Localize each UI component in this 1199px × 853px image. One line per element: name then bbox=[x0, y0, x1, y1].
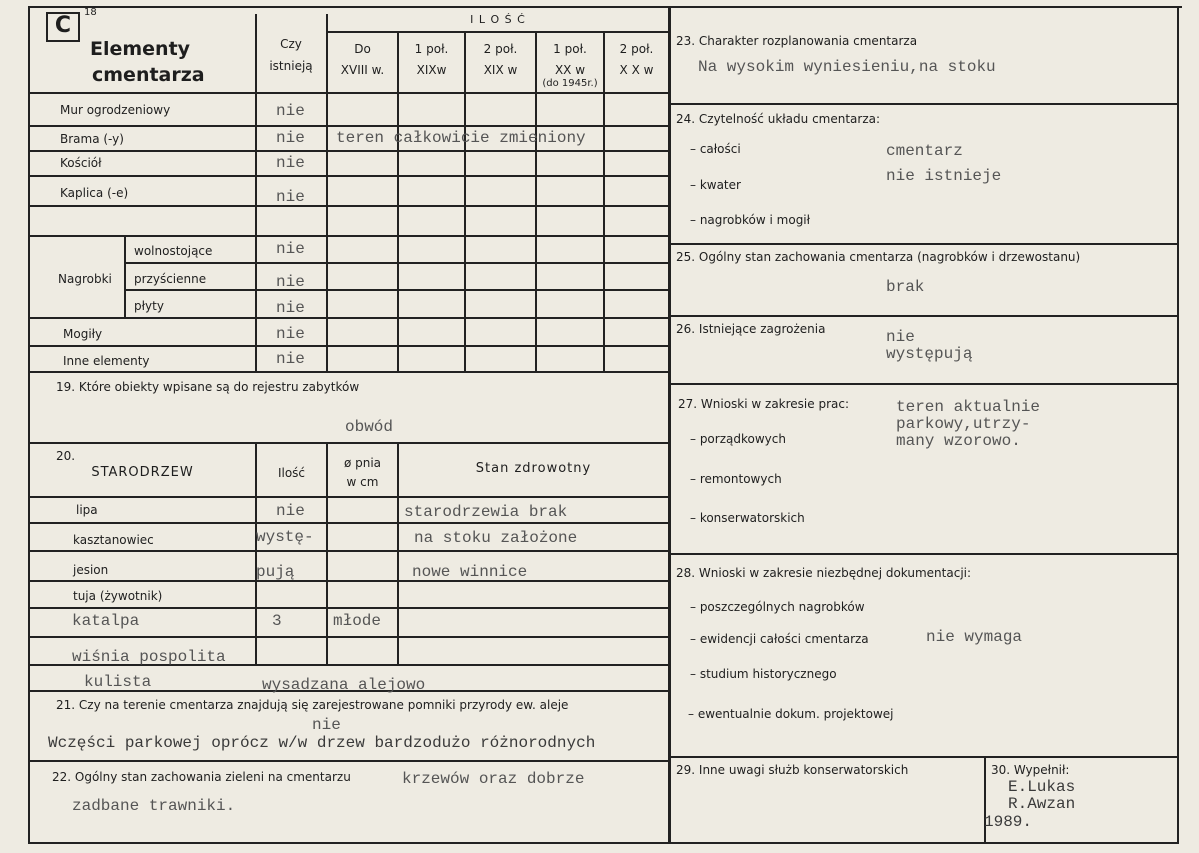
value-kaplica: nie bbox=[276, 188, 305, 206]
q21-bottom bbox=[28, 760, 668, 762]
q26-answer-1: nie bbox=[886, 328, 915, 346]
grid-v-nagrobki bbox=[124, 235, 126, 317]
tree-name-lipa: lipa bbox=[76, 503, 98, 517]
q23-answer: Na wysokim wyniesieniu,na stoku bbox=[698, 58, 996, 76]
q28-item-studium: – studium historycznego bbox=[690, 667, 837, 681]
tree-cm-katalpa: młode bbox=[333, 612, 382, 630]
tree-name-jesion: jesion bbox=[73, 563, 109, 577]
tree-name-kasztanowiec: kasztanowiec bbox=[73, 533, 154, 547]
q27-label: 27. Wnioski w zakresie prac: bbox=[678, 397, 850, 411]
q21-answer: Wczęści parkowej oprócz w/w drzew bardzodużo różnorodnych bbox=[48, 734, 596, 752]
q24-answer-2: nie istnieje bbox=[886, 167, 1002, 185]
row-label-inne: Inne elementy bbox=[63, 354, 150, 368]
q20-r3 bbox=[28, 580, 668, 582]
col-header-5-l2: X X w bbox=[619, 63, 654, 77]
frame-top bbox=[28, 6, 1182, 8]
q20-col-ilosc: Ilość bbox=[277, 466, 306, 480]
value-mur: nie bbox=[276, 102, 305, 120]
value-inne: nie bbox=[276, 350, 305, 368]
row-label-kaplica: Kaplica (-e) bbox=[60, 186, 129, 200]
q24-item-nagrobkow: – nagrobków i mogił bbox=[690, 213, 811, 227]
col-czy-line1: Czy bbox=[280, 37, 302, 51]
q20-r1 bbox=[28, 522, 668, 524]
q25-label: 25. Ogólny stan zachowania cmentarza (nagrobków i drzewostanu) bbox=[676, 250, 1081, 264]
value-mogily: nie bbox=[276, 325, 305, 343]
row-label-brama: Brama (-y) bbox=[60, 132, 124, 146]
r-h3 bbox=[670, 315, 1178, 317]
tree-ilosc-jesion: pują bbox=[256, 563, 295, 581]
r-h1 bbox=[670, 103, 1178, 105]
row-label-wolnostojace: wolnostojące bbox=[134, 244, 213, 258]
grid-v-c2 bbox=[464, 32, 466, 372]
grid-h-r3 bbox=[28, 175, 668, 177]
tree-ilosc-katalpa: 3 bbox=[272, 612, 282, 630]
q24-label: 24. Czytelność układu cmentarza: bbox=[676, 112, 881, 126]
q19-label: 19. Które obiekty wpisane są do rejestru zabytków bbox=[56, 380, 360, 394]
q28-label: 28. Wnioski w zakresie niezbędnej dokumentacji: bbox=[676, 566, 972, 580]
page-title-line1: Elementy bbox=[90, 38, 191, 60]
q20-head bbox=[28, 496, 668, 498]
q27-item-porzadkowych: – porządkowych bbox=[690, 432, 786, 446]
grid-h-r8 bbox=[28, 317, 668, 319]
frame-left bbox=[28, 6, 30, 844]
col-header-1-l1: Do bbox=[354, 42, 371, 56]
col-header-2-l2: XIXw bbox=[416, 63, 447, 77]
grid-h-r10 bbox=[28, 371, 668, 373]
q24-answer-1: cmentarz bbox=[886, 142, 963, 160]
q20-col-pnia-l2: w cm bbox=[346, 475, 379, 489]
r-h2 bbox=[670, 243, 1178, 245]
q30-year: 1989. bbox=[984, 813, 1033, 831]
grid-h-r6 bbox=[124, 262, 668, 264]
q22-label: 22. Ogólny stan zachowania zieleni na cmentarzu bbox=[52, 770, 351, 784]
r-h4 bbox=[670, 383, 1178, 385]
tree-stan-kasztanowiec: na stoku założone bbox=[414, 529, 578, 547]
grid-h-r7 bbox=[124, 289, 668, 291]
col-header-1-l2: XVIII w. bbox=[340, 63, 385, 77]
q29-label: 29. Inne uwagi służb konserwatorskich bbox=[676, 763, 909, 777]
value-kosciol: nie bbox=[276, 154, 305, 172]
tree-name-kulista: kulista bbox=[84, 673, 152, 691]
q26-answer-2: występują bbox=[886, 345, 973, 363]
q27-answer-2: parkowy,utrzy- bbox=[896, 415, 1031, 433]
tree-stan-lipa: starodrzewia brak bbox=[404, 503, 568, 521]
tree-stan-jesion: nowe winnice bbox=[412, 563, 528, 581]
grid-h-head bbox=[28, 92, 668, 94]
q22-answer-2: zadbane trawniki. bbox=[72, 797, 236, 815]
tree-name-tuja: tuja (żywotnik) bbox=[73, 589, 163, 603]
col-header-3-l2: XIX w bbox=[483, 63, 518, 77]
col-czy-line2: istnieją bbox=[269, 59, 313, 73]
q21-answer-top: nie bbox=[312, 716, 341, 734]
col-header-4-l3: (do 1945r.) bbox=[542, 78, 598, 89]
q27-answer-1: teren aktualnie bbox=[896, 398, 1041, 416]
col-ilosc: I L O Ś Ć bbox=[470, 13, 526, 26]
value-plyty: nie bbox=[276, 299, 305, 317]
row-label-nagrobki: Nagrobki bbox=[58, 272, 112, 286]
q27-item-konserwatorskich: – konserwatorskich bbox=[690, 511, 805, 525]
grid-v-c4 bbox=[603, 32, 605, 372]
grid-h-r9 bbox=[28, 345, 668, 347]
q20-top bbox=[28, 442, 668, 444]
q27-item-remontowych: – remontowych bbox=[690, 472, 782, 486]
grid-h-r1 bbox=[28, 125, 668, 127]
grid-h-r2 bbox=[28, 150, 668, 152]
row-label-przyscienne: przyścienne bbox=[134, 272, 207, 286]
page-title-line2: cmentarza bbox=[92, 64, 205, 86]
q30-label: 30. Wypełnił: bbox=[991, 763, 1070, 777]
col-header-2-l1: 1 poł. bbox=[414, 42, 449, 56]
q20-col-starodrzew: STARODRZEW bbox=[91, 465, 194, 480]
q26-label: 26. Istniejące zagrożenia bbox=[676, 322, 826, 336]
grid-h-ilosc bbox=[326, 31, 668, 33]
row-label-mogily: Mogiły bbox=[63, 327, 103, 341]
row-label-kosciol: Kościół bbox=[60, 156, 102, 170]
note-brama: teren całkowicie zmieniony bbox=[336, 129, 586, 147]
q28-item-ewidencji: – ewidencji całości cmentarza bbox=[690, 632, 869, 646]
tree-ilosc-kulista: wysadzana alejowo bbox=[262, 676, 426, 694]
card-number: 18 bbox=[84, 7, 97, 18]
q21-label: 21. Czy na terenie cmentarza znajdują się zarejestrowane pomniki przyrody ew. aleje bbox=[56, 698, 569, 712]
value-wolnostojace: nie bbox=[276, 240, 305, 258]
tree-ilosc-lipa: nie bbox=[276, 502, 305, 520]
q28-answer: nie wymaga bbox=[926, 628, 1023, 646]
grid-h-r5 bbox=[28, 235, 668, 237]
tree-name-katalpa: katalpa bbox=[72, 612, 140, 630]
q19-answer: obwód bbox=[345, 418, 394, 436]
col-header-3-l1: 2 poł. bbox=[483, 42, 518, 56]
row-label-plyty: płyty bbox=[134, 299, 164, 313]
col-header-4-l2: XX w bbox=[554, 63, 586, 77]
frame-right bbox=[1177, 6, 1179, 844]
q24-item-calosci: – całości bbox=[690, 142, 741, 156]
tree-ilosc-kasztanowiec: wystę- bbox=[256, 528, 314, 546]
q30-name-2: R.Awzan bbox=[1008, 795, 1076, 813]
q20-r4 bbox=[28, 607, 668, 609]
grid-h-r4 bbox=[28, 205, 668, 207]
value-przyscienne: nie bbox=[276, 273, 305, 291]
q27-answer-3: many wzorowo. bbox=[896, 432, 1021, 450]
q22-answer-1: krzewów oraz dobrze bbox=[402, 770, 585, 788]
q30-name-1: E.Lukas bbox=[1008, 778, 1076, 796]
q28-item-nagrobkow: – poszczególnych nagrobków bbox=[690, 600, 865, 614]
grid-v-c1 bbox=[397, 32, 399, 372]
value-brama: nie bbox=[276, 129, 305, 147]
q25-answer: brak bbox=[886, 278, 925, 296]
col-header-4-l1: 1 poł. bbox=[553, 42, 587, 56]
center-divider bbox=[668, 6, 671, 842]
q20-col-stan: Stan zdrowotny bbox=[475, 461, 592, 476]
q20-r5 bbox=[28, 636, 668, 638]
r-h5 bbox=[670, 553, 1178, 555]
col-header-5-l1: 2 poł. bbox=[619, 42, 654, 56]
section-letter: C bbox=[54, 13, 72, 38]
q20-num: 20. bbox=[56, 449, 76, 463]
row-label-mur: Mur ogrodzeniowy bbox=[60, 103, 171, 117]
q20-col-pnia-l1: ø pnia bbox=[343, 456, 382, 470]
q23-label: 23. Charakter rozplanowania cmentarza bbox=[676, 34, 918, 48]
r-h6 bbox=[670, 756, 1178, 758]
q20-r2 bbox=[28, 550, 668, 552]
frame-bottom bbox=[28, 842, 1179, 844]
tree-name-wisnia: wiśnia pospolita bbox=[72, 648, 226, 666]
q28-item-projektowej: – ewentualnie dokum. projektowej bbox=[688, 707, 894, 721]
q24-item-kwater: – kwater bbox=[690, 178, 741, 192]
